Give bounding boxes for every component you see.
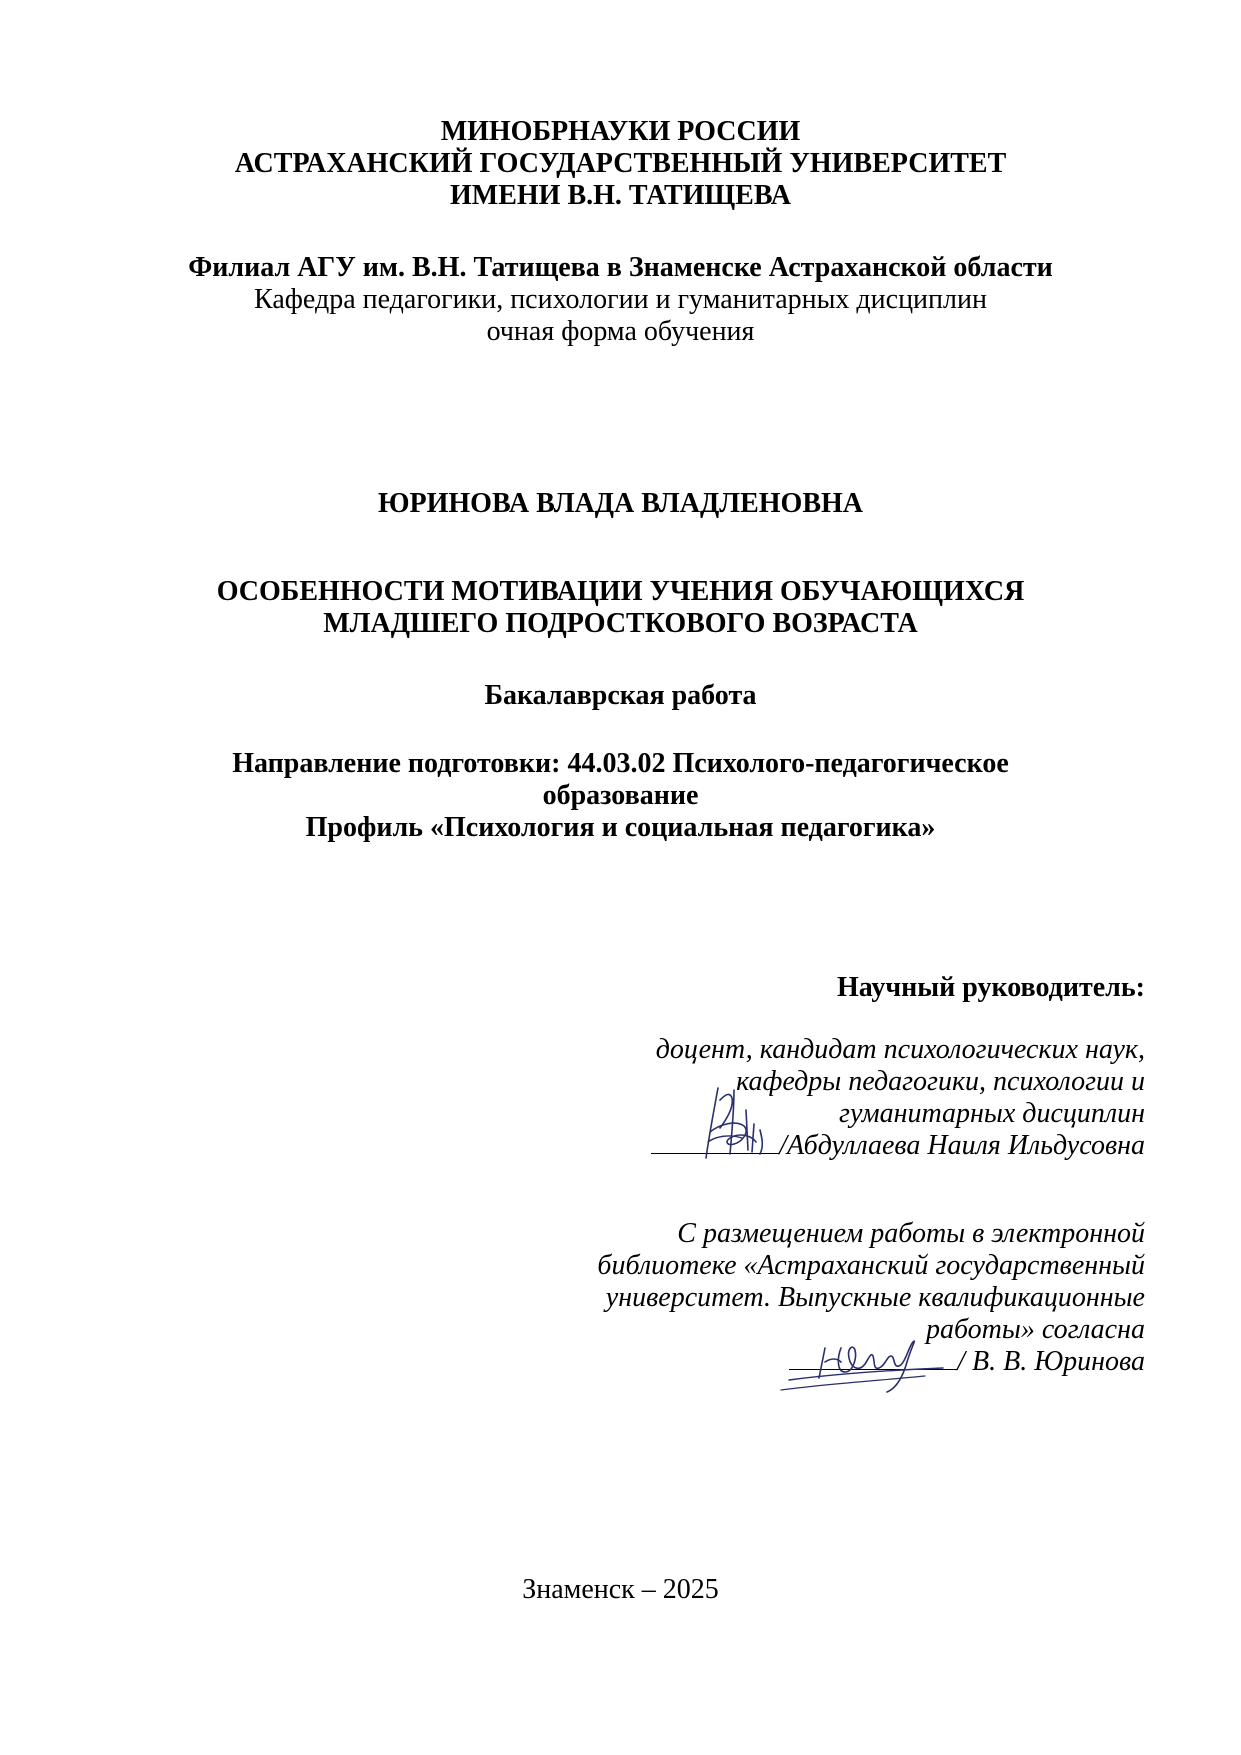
consent-block xyxy=(445,1218,1145,1378)
supervisor-degree: доцент, кандидат психологических наук, xyxy=(655,1034,1145,1065)
supervisor-block xyxy=(445,972,1145,1162)
consent-line: университет. Выпускные квалификационные xyxy=(605,1282,1145,1313)
place-year: Знаменск – 2025 xyxy=(522,1574,719,1605)
thesis-title-line: ОСОБЕННОСТИ МОТИВАЦИИ УЧЕНИЯ ОБУЧАЮЩИХСЯ xyxy=(216,576,1025,607)
author-name: ЮРИНОВА ВЛАДА ВЛАДЛЕНОВНА xyxy=(377,488,863,519)
thesis-title xyxy=(0,576,1241,640)
direction-line: Направление подготовки: 44.03.02 Психолого-педагогическое xyxy=(232,748,1009,779)
university-name-line: ИМЕНИ В.Н. ТАТИЩЕВА xyxy=(450,180,791,211)
study-form: очная форма обучения xyxy=(486,316,755,347)
direction-line: образование xyxy=(542,780,699,811)
supervisor-department: гуманитарных дисциплин xyxy=(839,1098,1145,1129)
footer xyxy=(0,1574,1241,1606)
author-block xyxy=(0,488,1241,520)
consent-line: работы» согласна xyxy=(925,1314,1145,1345)
work-type-block xyxy=(0,680,1241,712)
ministry-header xyxy=(0,116,1241,212)
supervisor-name: /Абдуллаева Наиля Ильдусовна xyxy=(779,1130,1145,1161)
supervisor-signature-line xyxy=(445,1130,1145,1162)
branch-block xyxy=(0,252,1241,348)
signature-blank xyxy=(651,1131,779,1154)
profile-line: Профиль «Психология и социальная педагогика» xyxy=(305,812,936,843)
ministry-line: МИНОБРНАУКИ РОССИИ xyxy=(440,116,801,147)
work-type: Бакалаврская работа xyxy=(484,680,757,711)
thesis-title-line: МЛАДШЕГО ПОДРОСТКОВОГО ВОЗРАСТА xyxy=(323,608,918,639)
consent-line: С размещением работы в электронной xyxy=(677,1218,1145,1249)
branch-name: Филиал АГУ им. В.Н. Татищева в Знаменске Астраханской области xyxy=(188,252,1053,283)
signature-blank xyxy=(789,1347,957,1370)
consent-line: библиотеке «Астраханский государственный xyxy=(597,1250,1145,1281)
university-line: АСТРАХАНСКИЙ ГОСУДАРСТВЕННЫЙ УНИВЕРСИТЕТ xyxy=(234,148,1007,179)
department-name: Кафедра педагогики, психологии и гуманитарных дисциплин xyxy=(254,284,987,315)
consent-signature-line xyxy=(445,1346,1145,1378)
direction-block xyxy=(0,748,1241,844)
consent-name: / В. В. Юринова xyxy=(957,1346,1145,1377)
supervisor-heading: Научный руководитель: xyxy=(837,972,1145,1003)
supervisor-department: кафедры педагогики, психологии и xyxy=(736,1066,1145,1097)
